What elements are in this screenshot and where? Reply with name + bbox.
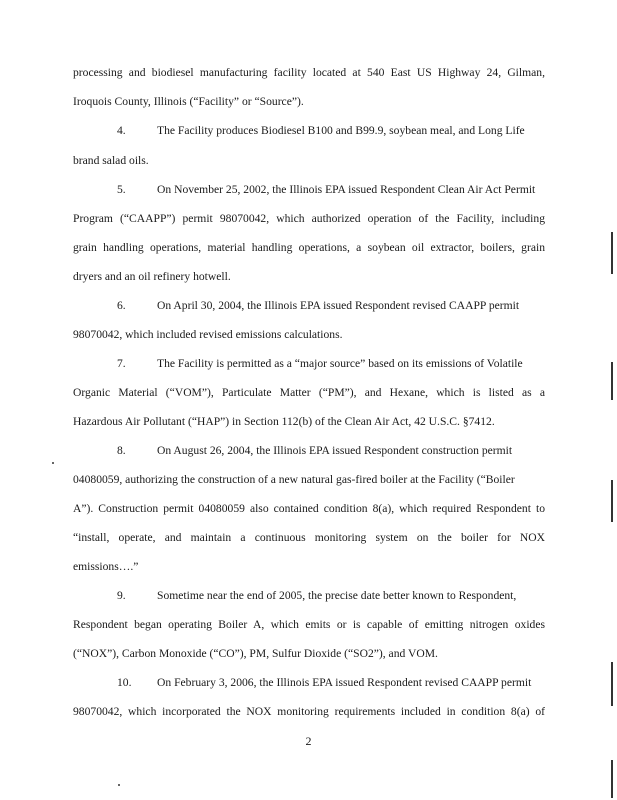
paragraph-10-first-line — [117, 676, 545, 690]
paragraph-9-first-line — [117, 589, 545, 603]
paragraph-number: 7. — [117, 357, 126, 370]
paragraph-number: 8. — [117, 444, 126, 457]
text-line: “install, operate, and maintain a continuous monitoring system on the boiler for NOX — [73, 531, 545, 544]
text-line: dryers and an oil refinery hotwell. — [73, 270, 231, 283]
text-line: Program (“CAAPP”) permit 98070042, which authorized operation of the Facility, including — [73, 212, 545, 225]
text-line: A”). Construction permit 04080059 also contained condition 8(a), which required Respondent to — [73, 502, 545, 515]
text-line: 98070042, which incorporated the NOX monitoring requirements included in condition 8(a) of — [73, 705, 545, 718]
text-line: Iroquois County, Illinois (“Facility” or “Source”). — [73, 95, 304, 108]
text-line: Respondent began operating Boiler A, which emits or is capable of emitting nitrogen oxides — [73, 618, 545, 631]
paragraph-number: 10. — [117, 676, 132, 689]
paragraph-number: 4. — [117, 124, 126, 137]
scan-speck — [118, 784, 120, 786]
paragraph-7-first-line — [117, 357, 545, 371]
scan-margin-mark — [611, 362, 613, 400]
text-line: On November 25, 2002, the Illinois EPA issued Respondent Clean Air Act Permit — [157, 183, 536, 196]
scan-margin-mark — [611, 662, 613, 706]
paragraph-number: 9. — [117, 589, 126, 602]
scan-margin-mark — [611, 232, 613, 274]
text-line: Sometime near the end of 2005, the precise date better known to Respondent, — [157, 589, 517, 602]
paragraph-6-first-line — [117, 299, 545, 313]
text-line: Hazardous Air Pollutant (“HAP”) in Section 112(b) of the Clean Air Act, 42 U.S.C. §7412. — [73, 415, 495, 428]
page-number: 2 — [305, 734, 312, 748]
text-line: Organic Material (“VOM”), Particulate Matter (“PM”), and Hexane, which is listed as a — [73, 386, 545, 399]
text-line: brand salad oils. — [73, 154, 149, 167]
text-line: On February 3, 2006, the Illinois EPA issued Respondent revised CAAPP permit — [157, 676, 532, 689]
text-line: On August 26, 2004, the Illinois EPA issued Respondent construction permit — [157, 444, 513, 457]
paragraph-4-first-line — [117, 124, 545, 138]
paragraph-number: 5. — [117, 183, 126, 196]
scan-speck — [52, 462, 54, 464]
paragraph-5-first-line — [117, 183, 545, 197]
text-line: processing and biodiesel manufacturing facility located at 540 East US Highway 24, Gilman, — [73, 66, 545, 79]
text-line: The Facility produces Biodiesel B100 and B99.9, soybean meal, and Long Life — [157, 124, 525, 137]
paragraph-8-first-line — [117, 444, 545, 458]
text-line: emissions….” — [73, 560, 139, 573]
text-line: 04080059, authorizing the construction of a new natural gas-fired boiler at the Facility (“Boiler — [73, 473, 515, 486]
text-line: grain handling operations, material handling operations, a soybean oil extractor, boilers, grain — [73, 241, 545, 254]
text-line: 98070042, which included revised emissions calculations. — [73, 328, 343, 341]
scan-margin-mark — [611, 480, 613, 522]
scan-margin-mark — [611, 760, 613, 798]
text-line: The Facility is permitted as a “major source” based on its emissions of Volatile — [157, 357, 523, 370]
paragraph-number: 6. — [117, 299, 126, 312]
text-line: On April 30, 2004, the Illinois EPA issued Respondent revised CAAPP permit — [157, 299, 520, 312]
text-line: (“NOX”), Carbon Monoxide (“CO”), PM, Sulfur Dioxide (“SO2”), and VOM. — [73, 647, 438, 660]
